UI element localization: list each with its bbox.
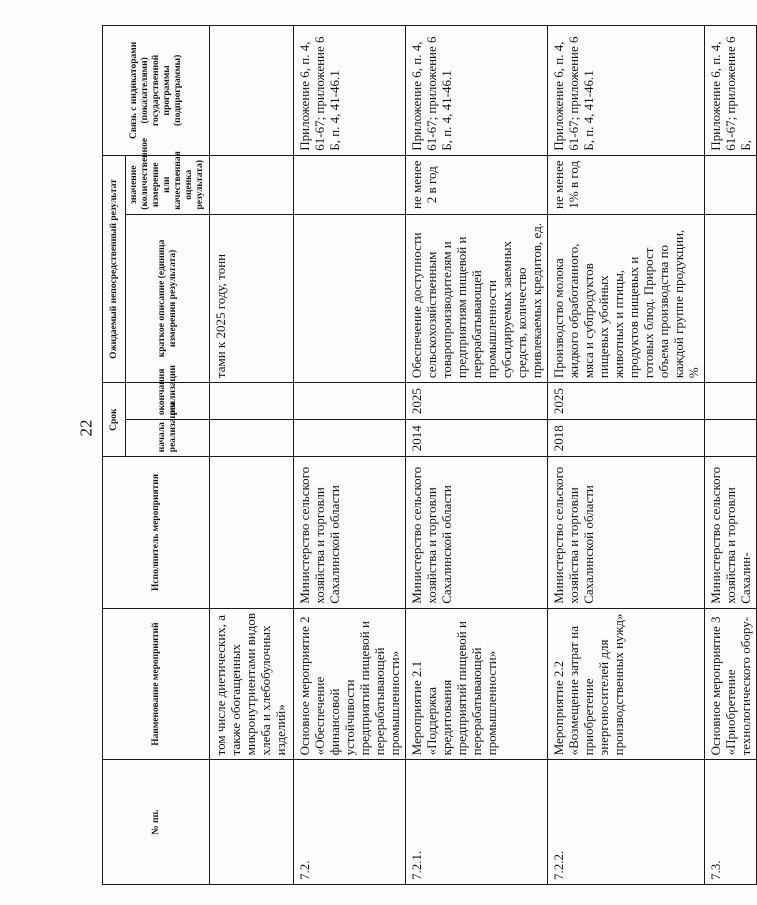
header-end: окончания реализации: [126, 383, 210, 420]
cell-executor: Министерство сельского хозяйства и торговли Сахалинской области: [548, 457, 705, 609]
cell-name: Мероприятие 2.2 «Возмещение затрат на приобретение энергоносителей для производственных нужд»: [548, 608, 705, 760]
cell-name: Мероприятие 2.1 «Поддержка кредитования предприятий пищевой и перерабатывающей промышленности»: [406, 608, 548, 760]
cell-name: Основное мероприятие 2 «Обеспечение финансовой устойчивости предприятий пищевой и перерабатывающей промышленности»: [294, 608, 406, 760]
cell-end: [210, 383, 294, 420]
cell-executor: Министерство сельского хозяйства и торговли Сахалинской области: [406, 457, 548, 609]
cell-start: [210, 420, 294, 457]
cell-no: [210, 760, 294, 885]
cell-start: [705, 420, 757, 457]
header-no: № пп.: [103, 760, 210, 885]
header-name: Наименование мероприятий: [103, 608, 210, 760]
header-result: Ожидаемый непосредственный результат: [103, 155, 126, 382]
cell-link: Приложение 6, п. 4, 61-67; приложение 6 Б, п. 4, 41-46.1: [294, 26, 406, 156]
header-executor: Исполнитель мероприятия: [103, 457, 210, 609]
cell-desc: тами к 2025 году, тонн: [210, 214, 294, 382]
cell-value: [705, 155, 757, 214]
header-result-desc: краткое описание (единица измерения результата): [126, 214, 210, 382]
cell-end: 2025: [406, 383, 548, 420]
cell-link: Приложение 6, п. 4, 61-67; приложение 6 Б,: [705, 26, 757, 156]
page-number: 22: [76, 419, 96, 437]
cell-end: [705, 383, 757, 420]
cell-link: Приложение 6, п. 4, 61-67; приложение 6 Б, п. 4, 41-46.1: [548, 26, 705, 156]
cell-no: 7.2.: [294, 760, 406, 885]
table-row: [294, 26, 406, 885]
cell-desc: [705, 214, 757, 382]
cell-desc: Производство молока жидкого обработанного, мяса и субпродуктов пищевых убойных животных и птицы, продуктов пищевых и готовых блюд. Прирост объема производства по каждой группе продукции, %: [548, 214, 705, 382]
cell-desc: [294, 214, 406, 382]
activities-table: [102, 25, 757, 885]
cell-name: том числе диетических, а также обогащенных микронутриентами видов хлеба и хлебобулочных изделий»: [210, 608, 294, 760]
header-link: Связь с индикаторами (показателями) государственной программы (подпрограммы): [103, 26, 210, 156]
table-row: [705, 26, 757, 885]
cell-executor: Министерство сельского хозяйства и торговли Сахалин-: [705, 457, 757, 609]
cell-no: 7.2.1.: [406, 760, 548, 885]
table-row: [406, 26, 548, 885]
cell-value: [210, 155, 294, 214]
header-row-1: [103, 26, 126, 885]
cell-start: [294, 420, 406, 457]
table-row: [210, 26, 294, 885]
cell-start: 2014: [406, 420, 548, 457]
cell-no: 7.3.: [705, 760, 757, 885]
rotated-table-wrapper: [102, 25, 753, 885]
cell-start: 2018: [548, 420, 705, 457]
cell-desc: Обеспечение доступности сельскохозяйственным товаропроизводителям и предприятиям пищевой и перерабатывающей промышленности субсидируемых заемных средств, количество привлекаемых кредитов, ед.: [406, 214, 548, 382]
cell-executor: Министерство сельского хозяйства и торговли Сахалинской области: [294, 457, 406, 609]
cell-value: не менее 1% в год: [548, 155, 705, 214]
cell-executor: [210, 457, 294, 609]
header-start: начала реализации: [126, 420, 210, 457]
cell-value: не менее 2 в год: [406, 155, 548, 214]
header-result-value: значение (количественное измерение или качественная оценка результата): [126, 155, 210, 214]
table-row: [548, 26, 705, 885]
cell-link: [210, 26, 294, 156]
cell-no: 7.2.2.: [548, 760, 705, 885]
cell-value: [294, 155, 406, 214]
cell-link: Приложение 6, п. 4, 61-67; приложение 6 Б, п. 4, 41-46.1: [406, 26, 548, 156]
header-term: Срок: [103, 383, 126, 457]
cell-name: Основное мероприятие 3 «Приобретение технологического обору-: [705, 608, 757, 760]
cell-end: 2025: [548, 383, 705, 420]
cell-end: [294, 383, 406, 420]
